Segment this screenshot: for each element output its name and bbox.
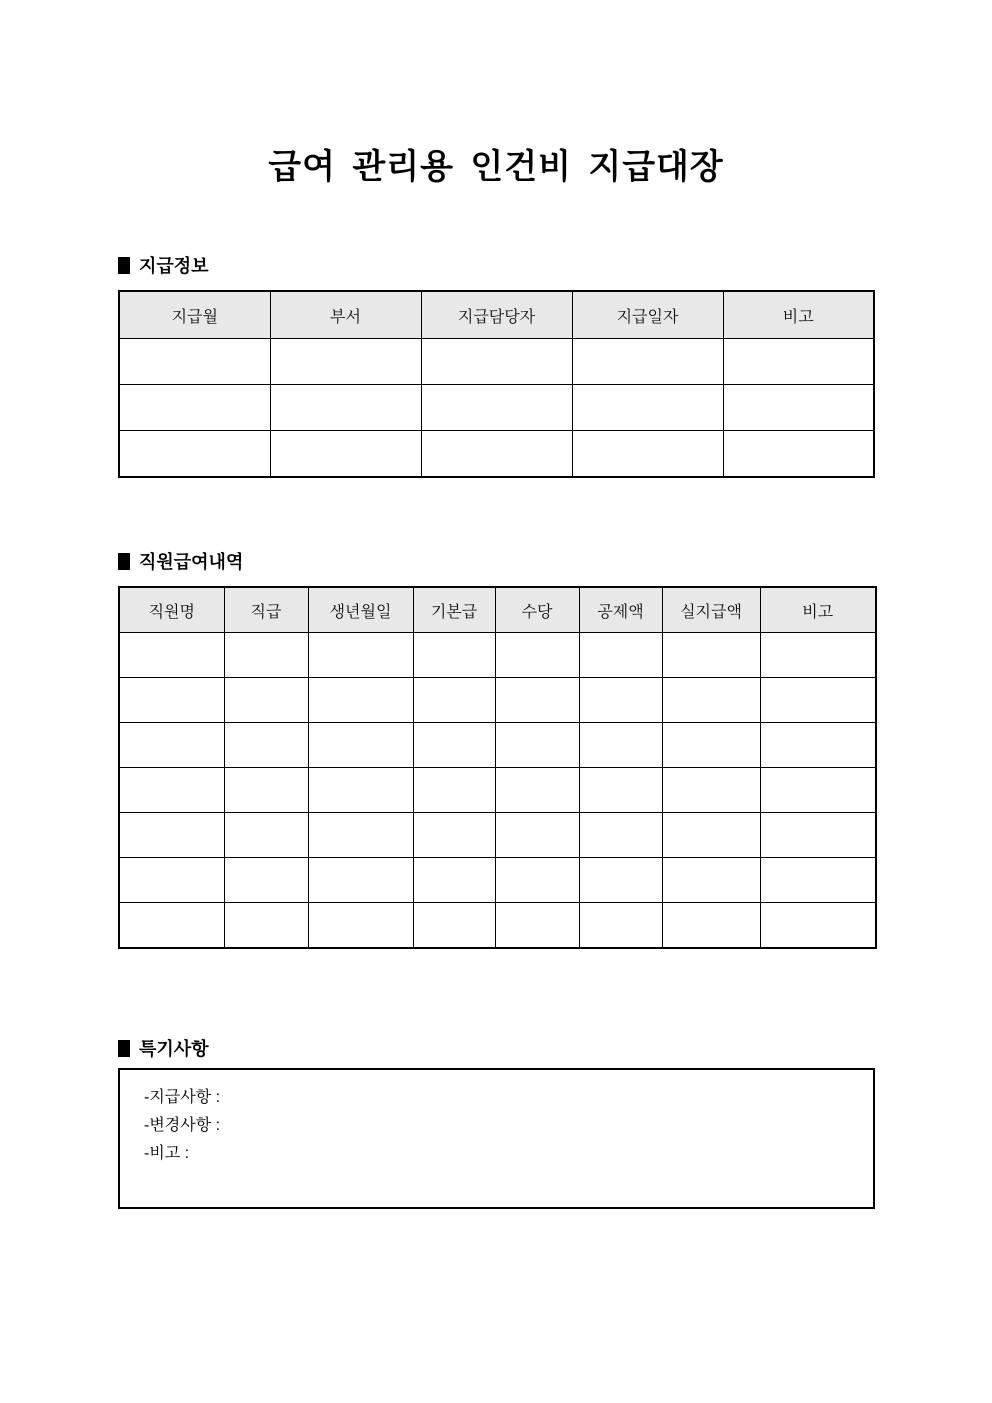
empty-cell [723,431,874,478]
salary-details-table [118,586,877,949]
empty-cell [119,678,224,723]
empty-cell [308,903,413,949]
empty-cell [308,858,413,903]
empty-cell [760,813,876,858]
empty-cell [760,723,876,768]
column-header: 직원명 [119,587,224,633]
empty-cell [224,723,308,768]
empty-cell [224,858,308,903]
empty-cell [662,858,760,903]
empty-cell [224,633,308,678]
empty-cell [760,633,876,678]
empty-cell [495,813,579,858]
table-row [119,385,874,431]
empty-cell [572,385,723,431]
table-row [119,633,876,678]
column-header: 지급월 [119,291,270,339]
empty-cell [421,385,572,431]
empty-cell [270,339,421,385]
note-line: -지급사항 : [144,1089,221,1106]
empty-cell [495,723,579,768]
column-header: 공제액 [579,587,662,633]
section-header-salary-details [118,548,243,574]
empty-cell [662,633,760,678]
empty-cell [224,678,308,723]
empty-cell [760,903,876,949]
empty-cell [495,678,579,723]
empty-cell [119,339,270,385]
column-header: 지급일자 [572,291,723,339]
column-header: 부서 [270,291,421,339]
empty-cell [495,633,579,678]
table-row [119,431,874,478]
empty-cell [413,858,495,903]
empty-cell [421,339,572,385]
document-title: 급여 관리용 인건비 지급대장 [268,148,724,186]
empty-cell [119,813,224,858]
empty-cell [662,813,760,858]
empty-cell [119,385,270,431]
empty-cell [413,678,495,723]
empty-cell [723,339,874,385]
empty-cell [572,431,723,478]
empty-cell [495,858,579,903]
column-header: 비고 [760,587,876,633]
empty-cell [413,768,495,813]
column-header: 직급 [224,587,308,633]
payment-info-table [118,290,875,478]
empty-cell [760,768,876,813]
section-marker-icon [118,257,130,274]
empty-cell [413,723,495,768]
empty-cell [579,768,662,813]
header-row [119,587,876,633]
empty-cell [579,813,662,858]
empty-cell [579,678,662,723]
section-marker-icon [118,1040,130,1057]
empty-cell [662,768,760,813]
table-row [119,768,876,813]
column-header: 비고 [723,291,874,339]
table-row [119,339,874,385]
empty-cell [413,633,495,678]
empty-cell [413,903,495,949]
empty-cell [579,858,662,903]
section-header-special-notes [118,1035,209,1061]
empty-cell [413,813,495,858]
empty-cell [760,858,876,903]
section-marker-icon [118,553,130,570]
section-title: 직원급여내역 [139,552,244,572]
empty-cell [308,723,413,768]
empty-cell [224,813,308,858]
table-row [119,813,876,858]
section-header-payment-info [118,252,209,278]
empty-cell [119,858,224,903]
empty-cell [662,678,760,723]
empty-cell [662,903,760,949]
empty-cell [572,339,723,385]
column-header: 실지급액 [662,587,760,633]
table-row [119,903,876,949]
empty-cell [270,385,421,431]
section-title: 특기사항 [139,1039,209,1059]
empty-cell [308,633,413,678]
column-header: 지급담당자 [421,291,572,339]
column-header: 생년월일 [308,587,413,633]
empty-cell [495,768,579,813]
empty-cell [579,903,662,949]
empty-cell [308,813,413,858]
empty-cell [421,431,572,478]
section-title: 지급정보 [139,256,209,276]
empty-cell [224,903,308,949]
note-line: -비고 : [144,1145,190,1162]
empty-cell [119,723,224,768]
empty-cell [579,723,662,768]
table-row [119,858,876,903]
empty-cell [662,723,760,768]
empty-cell [495,903,579,949]
empty-cell [224,768,308,813]
empty-cell [308,678,413,723]
header-row [119,291,874,339]
special-notes-box [118,1068,875,1209]
empty-cell [308,768,413,813]
empty-cell [723,385,874,431]
empty-cell [119,633,224,678]
note-line: -변경사항 : [144,1117,221,1134]
table-row [119,678,876,723]
empty-cell [760,678,876,723]
empty-cell [119,768,224,813]
empty-cell [270,431,421,478]
column-header: 기본급 [413,587,495,633]
empty-cell [579,633,662,678]
empty-cell [119,903,224,949]
column-header: 수당 [495,587,579,633]
empty-cell [119,431,270,478]
table-row [119,723,876,768]
